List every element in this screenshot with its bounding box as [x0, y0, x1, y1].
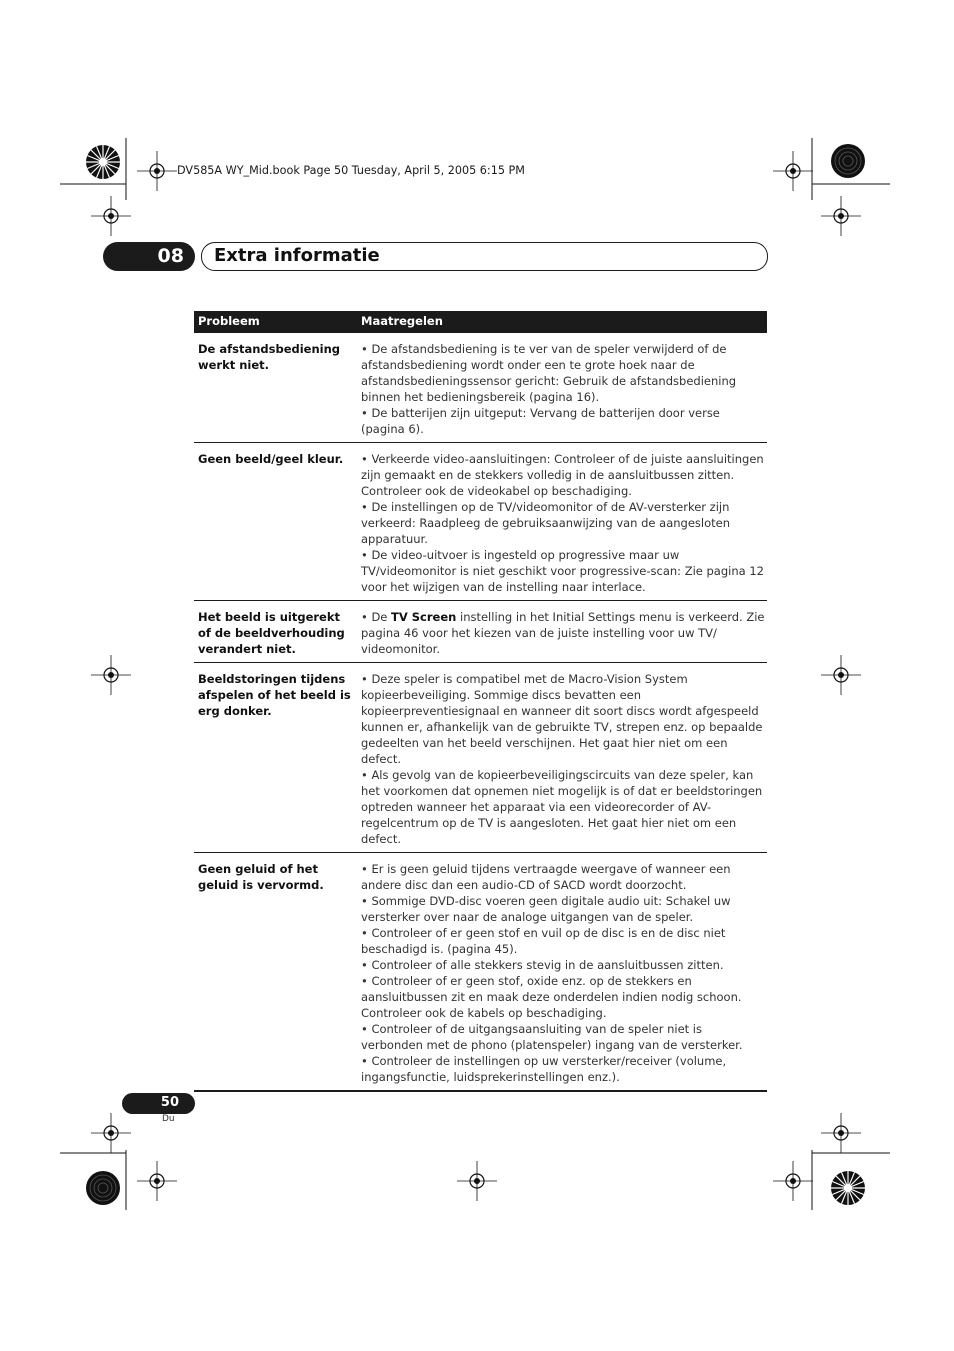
- chapter-number-badge: [103, 242, 195, 271]
- solution-item: • De batterijen zijn uitgeput: Vervang de batterijen door verse (pagina 6).: [361, 406, 720, 436]
- registration-mark-top-left-a: [137, 151, 177, 191]
- problem-cell: De afstandsbediening werkt niet.: [198, 342, 341, 372]
- registration-mark-top-left-b: [91, 196, 131, 236]
- troubleshooting-table: [194, 311, 767, 1092]
- solution-item: • Verkeerde video-aansluitingen: Controleer of de juiste aansluitingen zijn gemaakt en de stekkers volledig in de aansluitbussen zitten. Controleer ook de videokabel op beschadiging.: [361, 452, 764, 498]
- solution-item: • De afstandsbediening is te ver van de speler verwijderd of de afstandsbediening wordt onder een te grote hoek naar de afstandsbedieningssensor gericht: Gebruik de afstandsbediening binnen het bedieningsbereik (pagina 16).: [361, 342, 737, 404]
- page-language: Du: [162, 1114, 175, 1124]
- file-header: DV585A WY_Mid.book Page 50 Tuesday, April 5, 2005 6:15 PM: [177, 164, 525, 177]
- table-row: [194, 443, 767, 601]
- solution-item: • Controleer de instellingen op uw versterker/receiver (volume, ingangsfunctie, luidsprekerinstellingen enz.).: [361, 1054, 727, 1084]
- solution-item: [361, 609, 765, 657]
- solution-item: • Als gevolg van de kopieerbeveiligingscircuits van deze speler, kan het voorkomen dat opnemen niet mogelijk is of dat er beeldstoringen optreden wanneer het apparaat via een videorecorder of AV-regelcentrum op de TV is aangesloten. Het gaat hier niet om een defect.: [361, 768, 763, 846]
- solution-cell: [361, 443, 767, 600]
- solution-item: • Deze speler is compatibel met de Macro-Vision System kopieerbeveiliging. Sommige discs bevatten een kopieerpreventiesignaal en wanneer dit soort discs wordt afgespeeld kunnen er, afhankelijk van de gebruikte TV, strepen enz. op bepaalde gedeelten van het beeld verschijnen. Het gaat hier niet om een defect.: [361, 672, 763, 766]
- registration-mark-bottom-right-b: [773, 1161, 813, 1201]
- solution-cell: [361, 333, 767, 442]
- solution-item: • Controleer of er geen stof, oxide enz. op de stekkers en aansluitbussen zit en maak deze onderdelen indien nodig schoon. Controleer ook de kabels op beschadiging.: [361, 974, 742, 1020]
- registration-mark-mid-right: [821, 655, 861, 695]
- solution-cell: [361, 601, 767, 662]
- solution-cell: [361, 663, 767, 852]
- registration-mark-mid-left: [91, 655, 131, 695]
- table-row: [194, 333, 767, 443]
- solution-item: • Sommige DVD-disc voeren geen digitale audio uit: Schakel uw versterker over naar de analoge uitgangen van de speler.: [361, 894, 731, 924]
- table-row: [194, 601, 767, 663]
- page-number-badge: [122, 1093, 195, 1114]
- solution-item: • Controleer of de uitgangsaansluiting van de speler niet is verbonden met de phono (platenspeler) ingang van de versterker.: [361, 1022, 743, 1052]
- solution-item: • Controleer of alle stekkers stevig in de aansluitbussen zitten.: [361, 958, 724, 972]
- solution-cell: [361, 853, 767, 1090]
- problem-cell: Beeldstoringen tijdens afspelen of het beeld is erg donker.: [198, 672, 351, 718]
- table-header: [194, 311, 767, 333]
- solution-item: • Er is geen geluid tijdens vertraagde weergave of wanneer een andere disc dan een audio-CD of SACD wordt doorzocht.: [361, 862, 731, 892]
- solution-text: instelling in het Initial Settings menu is verkeerd. Zie pagina 46 voor het kiezen van de juiste instelling voor uw TV/ videomonitor.: [361, 610, 765, 656]
- registration-mark-top-right-b: [821, 196, 861, 236]
- problem-cell: Geen geluid of het geluid is vervormd.: [198, 862, 324, 892]
- solution-item: • Controleer of er geen stof en vuil op de disc is en de disc niet beschadigd is. (pagina 45).: [361, 926, 726, 956]
- solution-item: • De video-uitvoer is ingesteld op progressive maar uw TV/videomonitor is niet geschikt voor progressive-scan: Zie pagina 12 voor het wijzigen van de instelling naar interlace.: [361, 548, 764, 594]
- chapter-title: Extra informatie: [214, 245, 380, 266]
- solution-item: • De instellingen op de TV/videomonitor of de AV-versterker zijn verkeerd: Raadpleeg de gebruiksaanwijzing van de aangesloten apparatuur.: [361, 500, 730, 546]
- column-header-problem: Probleem: [198, 314, 260, 328]
- registration-mark-top-right-a: [773, 151, 813, 191]
- solution-text: • De: [361, 610, 392, 624]
- problem-cell: Geen beeld/geel kleur.: [198, 452, 344, 466]
- chapter-number: 08: [157, 245, 184, 267]
- registration-mark-bottom-left-a: [91, 1113, 131, 1153]
- registration-mark-bottom-left-b: [137, 1161, 177, 1201]
- problem-cell: Het beeld is uitgerekt of de beeldverhouding verandert niet.: [198, 610, 345, 656]
- column-header-solution: Maatregelen: [361, 314, 443, 328]
- page-number: 50: [160, 1095, 179, 1110]
- table-row: [194, 853, 767, 1092]
- registration-mark-bottom-center: [457, 1161, 497, 1201]
- registration-mark-bottom-right-a: [821, 1113, 861, 1153]
- chapter-title-bar: [201, 242, 768, 271]
- table-row: [194, 663, 767, 853]
- setting-name: TV Screen: [391, 610, 457, 624]
